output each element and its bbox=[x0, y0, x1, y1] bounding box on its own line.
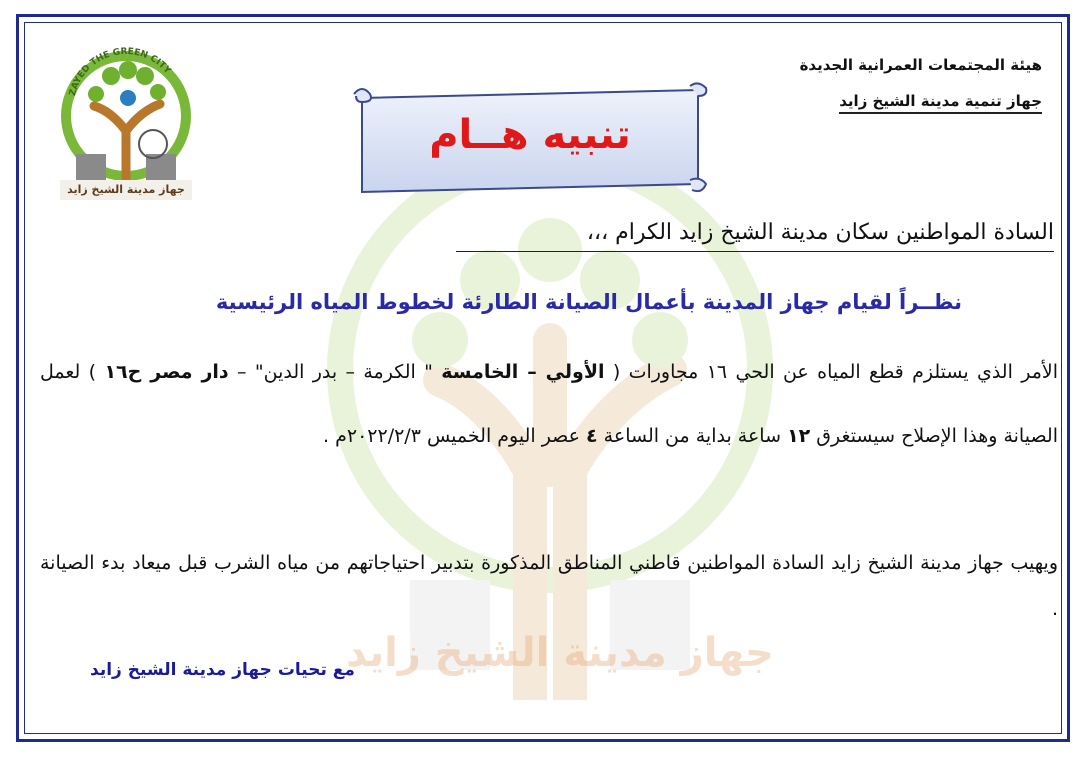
notice-paragraph-1: الأمر الذي يستلزم قطع المياه عن الحي ١٦ مجاورات ( الأولي – الخامسة " الكرمة – بدر الدين" – دار مصر ح١٦ ) لعمل الصيانة وهذا الإصلاح سيستغرق ١٢ ساعة بداية من الساعة ٤ عصر اليوم الخميس ٢٠٢٢/٢/٣م . bbox=[40, 361, 1058, 447]
org-name-line1: هيئة المجتمعات العمرانية الجديدة bbox=[799, 56, 1042, 74]
watermark-text: جهاز مدينة الشيخ زايد bbox=[346, 630, 774, 676]
banner-title: تنبيه هــام bbox=[429, 112, 631, 158]
city-logo-icon bbox=[56, 36, 196, 201]
notice-paragraph-2: ويهيب جهاز مدينة الشيخ زايد السادة المواطنين قاطني المناطق المذكورة بتدبير احتياجاتهم من مياه الشرب قبل ميعاد بدء الصيانة . bbox=[40, 552, 1058, 620]
logo-caption: جهاز مدينة الشيخ زايد bbox=[60, 180, 192, 200]
notice-headline: نظــراً لقيام جهاز المدينة بأعمال الصيانة الطارئة لخطوط المياه الرئيسية bbox=[215, 290, 962, 314]
org-name-line2: جهاز تنمية مدينة الشيخ زايد bbox=[839, 92, 1042, 114]
logo-arc-text: ZAYED THE GREEN CITY bbox=[68, 46, 173, 98]
salutation-line: السادة المواطنين سكان مدينة الشيخ زايد الكرام ،،، bbox=[456, 220, 1054, 252]
signoff-line: مع تحيات جهاز مدينة الشيخ زايد bbox=[90, 660, 355, 680]
